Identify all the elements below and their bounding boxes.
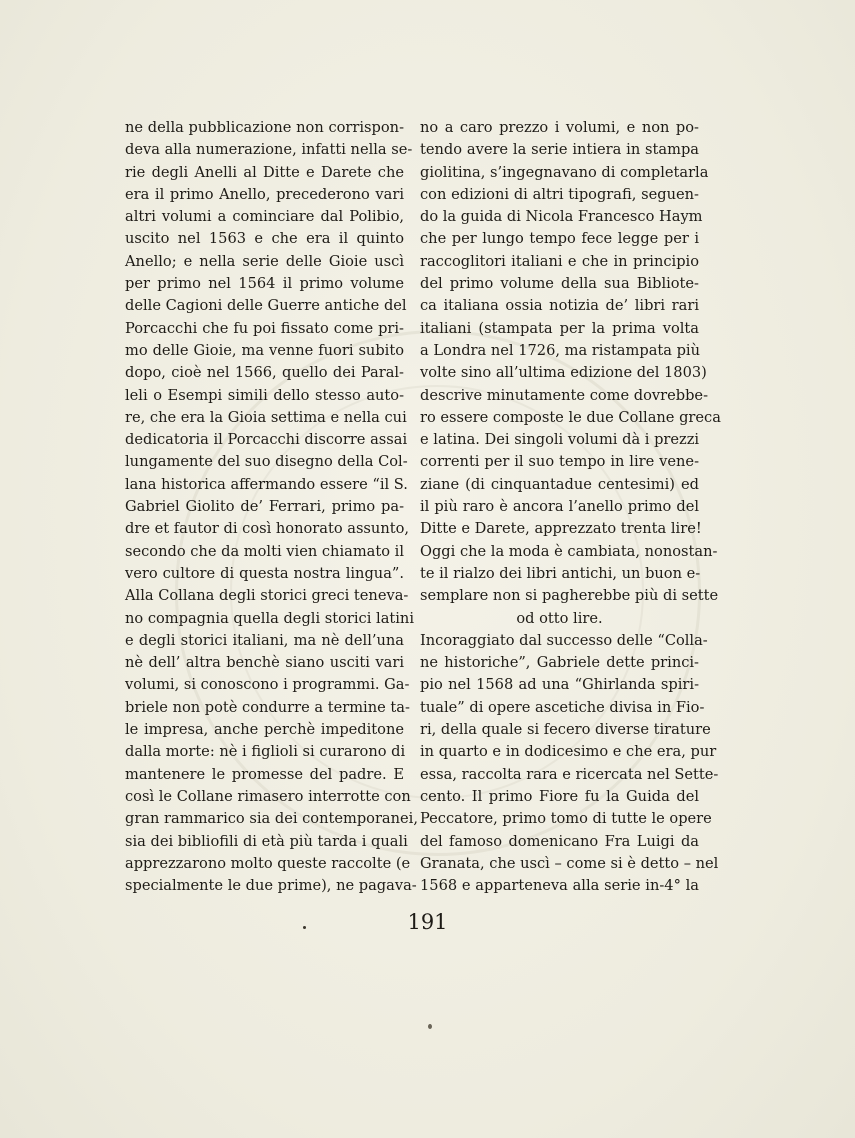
text-line: specialmente le due prime), ne pagava-	[125, 877, 417, 895]
page-number: 191	[407, 910, 448, 934]
text-line: Ditte e Darete, apprezzato trenta lire!	[420, 520, 702, 538]
text-line: ne historiche”, Gabriele dette princi-	[420, 654, 699, 672]
text-line: mo delle Gioie, ma venne fuori subito	[125, 341, 404, 359]
text-line: no compagnia quella degli storici latini	[125, 609, 414, 627]
text-line: e degli storici italiani, ma nè dell’una	[125, 631, 404, 649]
text-line: lungamente del suo disegno della Col-	[125, 453, 408, 471]
text-line: e latina. Dei singoli volumi dà i prezzi	[420, 431, 700, 449]
text-line: sia dei bibliofili di età più tarda i quali	[125, 832, 408, 850]
text-line: no a caro prezzo i volumi, e non po-	[420, 119, 699, 136]
text-line: pio nel 1568 ad una “Ghirlanda spiri-	[420, 676, 699, 694]
text-line: italiani (stampata per la prima volta	[420, 319, 699, 337]
text-line: lana historica affermando essere “il S.	[125, 475, 408, 493]
text-line: 1568 e apparteneva alla serie in-4° la	[420, 877, 699, 895]
text-line: vero cultore di questa nostra lingua”.	[125, 564, 404, 582]
text-line: Porcacchi che fu poi fissato come pri-	[125, 319, 404, 337]
text-line: tendo avere la serie intiera in stampa	[420, 141, 699, 159]
text-line: ne della pubblicazione non corrispon-	[125, 119, 404, 136]
text-line: briele non potè condurre a termine ta-	[125, 698, 410, 716]
text-line: leli o Esempi simili dello stesso auto-	[125, 386, 404, 404]
text-line: semplare non si pagherebbe più di sette	[420, 587, 719, 605]
text-line: uscito nel 1563 e che era il quinto	[125, 230, 404, 248]
text-line: del primo volume della sua Bibliote-	[420, 275, 699, 293]
text-line: con edizioni di altri tipografi, seguen-	[420, 185, 699, 203]
text-line: correnti per il suo tempo in lire vene-	[420, 453, 699, 471]
text-line: dopo, cioè nel 1566, quello dei Paral-	[125, 364, 404, 382]
text-line: mantenere le promesse del padre. E	[125, 765, 404, 783]
text-line: Alla Collana degli storici greci teneva-	[125, 587, 409, 605]
text-line-paragraph-end: od otto lire.	[516, 609, 603, 627]
text-line: era il primo Anello, precederono vari	[125, 185, 404, 203]
text-line: ziane (di cinquantadue centesimi) ed	[420, 475, 699, 493]
text-line: dalla morte: nè i figlioli si curarono di	[125, 743, 406, 761]
text-line: giolitina, s’ingegnavano di completarla	[420, 163, 709, 181]
text-line: ro essere composte le due Collane greca	[420, 408, 721, 426]
text-line: altri volumi a cominciare dal Polibio,	[125, 208, 404, 226]
text-line: rie degli Anelli al Ditte e Darete che	[125, 163, 404, 181]
text-line: Gabriel Giolito de’ Ferrari, primo pa-	[125, 498, 404, 516]
text-line: cento. Il primo Fiore fu la Guida del	[420, 787, 699, 805]
text-line: il più raro è ancora l’anello primo del	[420, 498, 699, 516]
text-line: nè dell’ altra benchè siano usciti vari	[125, 654, 404, 672]
text-line: a Londra nel 1726, ma ristampata più	[420, 341, 701, 359]
text-line: gran rammarico sia dei contemporanei,	[125, 810, 418, 828]
text-line: do la guida di Nicola Francesco Haym	[420, 208, 703, 226]
text-line: re, che era la Gioia settima e nella cui	[125, 408, 407, 426]
text-line: ri, della quale si fecero diverse tirature	[420, 721, 711, 739]
text-line: le impresa, anche perchè impeditone	[125, 721, 404, 739]
text-line: del famoso domenicano Fra Luigi da	[420, 832, 699, 850]
text-line: volte sino all’ultima edizione del 1803)	[420, 364, 707, 382]
text-line: Incoraggiato dal successo delle “Colla-	[420, 631, 708, 649]
text-line: secondo che da molti vien chiamato il	[125, 542, 404, 560]
text-column-right	[420, 117, 721, 897]
text-line: Anello; e nella serie delle Gioie uscì	[125, 252, 404, 270]
text-line: dre et fautor di così honorato assunto,	[125, 520, 410, 538]
text-line: Peccatore, primo tomo di tutte le opere	[420, 810, 712, 828]
text-line: che per lungo tempo fece legge per i	[420, 230, 699, 248]
paper-speck	[428, 1024, 432, 1029]
text-line: te il rialzo dei libri antichi, un buon e-	[420, 564, 701, 582]
text-line: delle Cagioni delle Guerre antiche del	[125, 297, 407, 315]
text-line: apprezzarono molto queste raccolte (e	[125, 854, 411, 872]
text-line: raccoglitori italiani e che in principio	[420, 252, 699, 270]
text-line: per primo nel 1564 il primo volume	[125, 275, 404, 293]
text-column-left	[125, 117, 418, 897]
text-line: tuale” di opere ascetiche divisa in Fio-	[420, 698, 705, 716]
text-line: volumi, si conoscono i programmi. Ga-	[125, 676, 410, 694]
text-line: Granata, che uscì – come si è detto – nel	[420, 854, 719, 872]
text-line: Oggi che la moda è cambiata, nonostan-	[420, 542, 718, 560]
text-line: deva alla numerazione, infatti nella se-	[125, 141, 413, 159]
text-line: così le Collane rimasero interrotte con	[125, 787, 411, 805]
text-line: ca italiana ossia notizia de’ libri rari	[420, 297, 699, 315]
text-line: descrive minutamente come dovrebbe-	[420, 386, 708, 404]
text-line: essa, raccolta rara e ricercata nel Sette-	[420, 765, 719, 783]
text-line: in quarto e in dodicesimo e che era, pur	[420, 743, 717, 761]
text-line: dedicatoria il Porcacchi discorre assai	[125, 431, 408, 449]
